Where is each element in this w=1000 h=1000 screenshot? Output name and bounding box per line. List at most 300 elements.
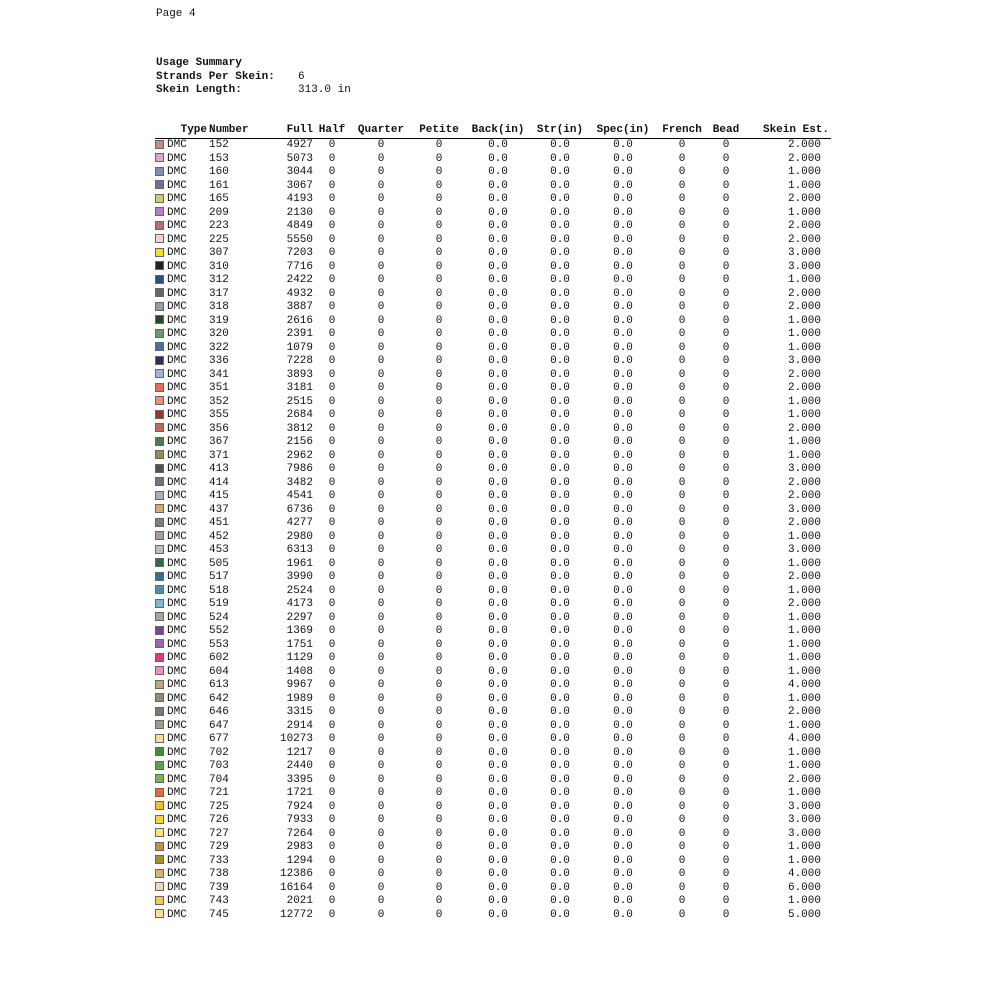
cell-spec: 0.0 (613, 260, 633, 273)
cell-full: 2515 (286, 395, 313, 408)
thread-type: DMC (167, 530, 187, 543)
cell-number: 733 (209, 854, 229, 867)
thread-type: DMC (167, 854, 187, 867)
cell-petite: 0 (435, 490, 443, 502)
color-swatch (155, 477, 164, 486)
table-row (155, 720, 831, 734)
cell-back: 0.0 (488, 368, 508, 381)
cell-spec: 0.0 (613, 679, 633, 691)
column-header-full: Full (257, 123, 313, 139)
cell-bead: 0 (722, 557, 730, 570)
cell-str: 0.0 (550, 382, 570, 394)
cell-half: 0 (328, 868, 336, 880)
cell-skein-est: 1.000 (787, 314, 821, 327)
cell-spec: 0.0 (613, 692, 633, 705)
cell-back: 0.0 (488, 476, 508, 489)
thread-type: DMC (167, 706, 187, 718)
cell-back: 0.0 (488, 530, 508, 543)
cell-type (155, 679, 207, 693)
cell-spec: 0.0 (613, 665, 633, 678)
cell-bead: 0 (722, 881, 730, 894)
cell-back: 0.0 (488, 571, 508, 583)
cell-number: 414 (209, 476, 229, 489)
cell-french: 0 (678, 827, 686, 840)
cell-petite: 0 (435, 409, 443, 421)
cell-number: 613 (209, 679, 229, 691)
cell-french: 0 (678, 476, 686, 489)
cell-str: 0.0 (550, 868, 570, 880)
cell-bead: 0 (722, 490, 730, 502)
cell-type (155, 180, 207, 194)
cell-full: 2156 (286, 436, 313, 448)
cell-number: 351 (209, 382, 229, 394)
cell-bead: 0 (722, 274, 730, 286)
table-row (155, 706, 831, 720)
cell-spec: 0.0 (613, 301, 633, 313)
cell-number: 745 (209, 908, 229, 921)
cell-number: 341 (209, 368, 229, 381)
cell-half: 0 (328, 274, 336, 286)
cell-half: 0 (328, 503, 336, 516)
color-swatch (155, 153, 164, 162)
cell-full: 3181 (286, 382, 313, 394)
cell-skein-est: 5.000 (787, 908, 821, 921)
cell-quarter: 0 (377, 544, 385, 556)
color-swatch (155, 315, 164, 324)
cell-type (155, 855, 207, 869)
color-swatch (155, 167, 164, 176)
table-row (155, 139, 831, 153)
cell-full: 1751 (286, 638, 313, 651)
cell-spec: 0.0 (613, 706, 633, 718)
cell-type (155, 436, 207, 450)
table-row (155, 288, 831, 302)
cell-bead: 0 (722, 368, 730, 381)
cell-quarter: 0 (377, 422, 385, 435)
cell-str: 0.0 (550, 476, 570, 489)
cell-skein-est: 1.000 (787, 530, 821, 543)
cell-skein-est: 2.000 (787, 382, 821, 394)
cell-str: 0.0 (550, 530, 570, 543)
cell-french: 0 (678, 220, 686, 232)
cell-bead: 0 (722, 530, 730, 543)
cell-back: 0.0 (488, 193, 508, 205)
cell-full: 3044 (286, 166, 313, 178)
table-row (155, 207, 831, 221)
cell-bead: 0 (722, 301, 730, 313)
cell-petite: 0 (435, 652, 443, 664)
table-row (155, 733, 831, 747)
thread-type: DMC (167, 341, 187, 354)
cell-str: 0.0 (550, 773, 570, 786)
cell-full: 1079 (286, 341, 313, 354)
cell-back: 0.0 (488, 422, 508, 435)
page-number-label: Page 4 (156, 8, 196, 20)
cell-spec: 0.0 (613, 746, 633, 759)
color-swatch (155, 464, 164, 473)
cell-skein-est: 2.000 (787, 490, 821, 502)
cell-skein-est: 2.000 (787, 220, 821, 232)
cell-full: 6313 (286, 544, 313, 556)
cell-spec: 0.0 (613, 517, 633, 529)
cell-type (155, 504, 207, 518)
cell-petite: 0 (435, 449, 443, 462)
cell-number: 604 (209, 665, 229, 678)
cell-number: 519 (209, 598, 229, 610)
cell-quarter: 0 (377, 274, 385, 286)
cell-spec: 0.0 (613, 476, 633, 489)
cell-skein-est: 3.000 (787, 260, 821, 273)
thread-type: DMC (167, 395, 187, 408)
cell-str: 0.0 (550, 665, 570, 678)
cell-french: 0 (678, 206, 686, 219)
cell-half: 0 (328, 652, 336, 664)
cell-back: 0.0 (488, 719, 508, 732)
cell-half: 0 (328, 814, 336, 826)
cell-petite: 0 (435, 422, 443, 435)
skein-length-label: Skein Length: (156, 84, 242, 96)
cell-french: 0 (678, 422, 686, 435)
cell-type (155, 639, 207, 653)
cell-bead: 0 (722, 854, 730, 867)
cell-number: 153 (209, 152, 229, 165)
cell-type (155, 571, 207, 585)
thread-type: DMC (167, 679, 187, 691)
cell-type (155, 234, 207, 248)
thread-type: DMC (167, 490, 187, 502)
column-header-back: Back(in) (467, 123, 529, 139)
cell-half: 0 (328, 544, 336, 556)
cell-back: 0.0 (488, 868, 508, 880)
cell-french: 0 (678, 773, 686, 786)
cell-spec: 0.0 (613, 598, 633, 610)
table-row (155, 693, 831, 707)
cell-quarter: 0 (377, 868, 385, 880)
cell-type (155, 868, 207, 882)
cell-number: 310 (209, 260, 229, 273)
color-swatch (155, 707, 164, 716)
cell-str: 0.0 (550, 409, 570, 421)
cell-spec: 0.0 (613, 166, 633, 178)
cell-half: 0 (328, 314, 336, 327)
cell-back: 0.0 (488, 679, 508, 691)
cell-quarter: 0 (377, 665, 385, 678)
cell-spec: 0.0 (613, 895, 633, 907)
cell-full: 2962 (286, 449, 313, 462)
cell-half: 0 (328, 841, 336, 853)
cell-str: 0.0 (550, 206, 570, 219)
cell-spec: 0.0 (613, 827, 633, 840)
cell-full: 1217 (286, 746, 313, 759)
cell-number: 453 (209, 544, 229, 556)
cell-back: 0.0 (488, 517, 508, 529)
table-row (155, 423, 831, 437)
cell-french: 0 (678, 395, 686, 408)
cell-spec: 0.0 (613, 395, 633, 408)
cell-skein-est: 1.000 (787, 341, 821, 354)
cell-half: 0 (328, 395, 336, 408)
cell-bead: 0 (722, 773, 730, 786)
cell-quarter: 0 (377, 503, 385, 516)
column-header-french: French (655, 123, 709, 139)
cell-spec: 0.0 (613, 152, 633, 165)
cell-spec: 0.0 (613, 625, 633, 637)
cell-bead: 0 (722, 233, 730, 246)
cell-type (155, 355, 207, 369)
color-swatch (155, 572, 164, 581)
cell-back: 0.0 (488, 854, 508, 867)
thread-type: DMC (167, 746, 187, 759)
cell-spec: 0.0 (613, 868, 633, 880)
cell-skein-est: 3.000 (787, 814, 821, 826)
cell-back: 0.0 (488, 341, 508, 354)
cell-bead: 0 (722, 382, 730, 394)
cell-spec: 0.0 (613, 368, 633, 381)
cell-bead: 0 (722, 665, 730, 678)
cell-back: 0.0 (488, 220, 508, 232)
cell-type (155, 288, 207, 302)
color-swatch (155, 369, 164, 378)
cell-type (155, 517, 207, 531)
cell-bead: 0 (722, 395, 730, 408)
thread-type: DMC (167, 827, 187, 840)
cell-petite: 0 (435, 274, 443, 286)
thread-type: DMC (167, 301, 187, 313)
cell-spec: 0.0 (613, 422, 633, 435)
cell-petite: 0 (435, 773, 443, 786)
cell-half: 0 (328, 220, 336, 232)
cell-str: 0.0 (550, 625, 570, 637)
cell-quarter: 0 (377, 760, 385, 772)
cell-french: 0 (678, 409, 686, 421)
cell-quarter: 0 (377, 287, 385, 300)
cell-bead: 0 (722, 638, 730, 651)
thread-type: DMC (167, 665, 187, 678)
cell-str: 0.0 (550, 760, 570, 772)
cell-quarter: 0 (377, 179, 385, 192)
cell-quarter: 0 (377, 611, 385, 624)
cell-spec: 0.0 (613, 139, 633, 151)
cell-half: 0 (328, 598, 336, 610)
cell-back: 0.0 (488, 301, 508, 313)
cell-back: 0.0 (488, 746, 508, 759)
color-swatch (155, 207, 164, 216)
cell-skein-est: 2.000 (787, 368, 821, 381)
cell-spec: 0.0 (613, 854, 633, 867)
cell-back: 0.0 (488, 598, 508, 610)
cell-number: 452 (209, 530, 229, 543)
cell-type (155, 652, 207, 666)
cell-skein-est: 1.000 (787, 395, 821, 408)
cell-half: 0 (328, 233, 336, 246)
color-swatch (155, 558, 164, 567)
cell-french: 0 (678, 382, 686, 394)
cell-quarter: 0 (377, 233, 385, 246)
cell-full: 7933 (286, 814, 313, 826)
thread-type: DMC (167, 800, 187, 813)
cell-petite: 0 (435, 517, 443, 529)
cell-quarter: 0 (377, 476, 385, 489)
color-swatch (155, 248, 164, 257)
cell-number: 160 (209, 166, 229, 178)
thread-type: DMC (167, 476, 187, 489)
cell-full: 7264 (286, 827, 313, 840)
cell-bead: 0 (722, 800, 730, 813)
cell-petite: 0 (435, 436, 443, 448)
color-swatch (155, 504, 164, 513)
cell-half: 0 (328, 517, 336, 529)
cell-bead: 0 (722, 287, 730, 300)
cell-str: 0.0 (550, 746, 570, 759)
cell-quarter: 0 (377, 908, 385, 921)
cell-skein-est: 6.000 (787, 881, 821, 894)
color-swatch (155, 423, 164, 432)
table-row (155, 531, 831, 545)
cell-full: 2983 (286, 841, 313, 853)
cell-half: 0 (328, 557, 336, 570)
cell-petite: 0 (435, 301, 443, 313)
color-swatch (155, 275, 164, 284)
cell-back: 0.0 (488, 233, 508, 246)
cell-bead: 0 (722, 517, 730, 529)
cell-bead: 0 (722, 409, 730, 421)
cell-french: 0 (678, 287, 686, 300)
cell-quarter: 0 (377, 193, 385, 205)
cell-bead: 0 (722, 247, 730, 259)
cell-half: 0 (328, 895, 336, 907)
cell-type (155, 598, 207, 612)
thread-type: DMC (167, 274, 187, 286)
cell-skein-est: 1.000 (787, 557, 821, 570)
cell-str: 0.0 (550, 152, 570, 165)
cell-full: 2980 (286, 530, 313, 543)
cell-str: 0.0 (550, 881, 570, 894)
cell-str: 0.0 (550, 800, 570, 813)
cell-french: 0 (678, 557, 686, 570)
cell-half: 0 (328, 382, 336, 394)
cell-bead: 0 (722, 679, 730, 691)
cell-type (155, 220, 207, 234)
color-swatch (155, 788, 164, 797)
table-row (155, 855, 831, 869)
cell-type (155, 139, 207, 153)
cell-full: 4277 (286, 517, 313, 529)
cell-str: 0.0 (550, 557, 570, 570)
cell-full: 4927 (286, 139, 313, 151)
cell-skein-est: 2.000 (787, 152, 821, 165)
color-swatch (155, 585, 164, 594)
cell-french: 0 (678, 193, 686, 205)
cell-spec: 0.0 (613, 233, 633, 246)
color-swatch (155, 815, 164, 824)
cell-petite: 0 (435, 193, 443, 205)
thread-type: DMC (167, 841, 187, 853)
usage-table-body (155, 139, 831, 923)
cell-number: 725 (209, 800, 229, 813)
cell-bead: 0 (722, 719, 730, 732)
cell-skein-est: 3.000 (787, 355, 821, 367)
cell-french: 0 (678, 908, 686, 921)
cell-bead: 0 (722, 746, 730, 759)
cell-spec: 0.0 (613, 490, 633, 502)
cell-number: 702 (209, 746, 229, 759)
cell-french: 0 (678, 544, 686, 556)
cell-type (155, 895, 207, 909)
skein-length-value: 313.0 in (298, 84, 351, 96)
cell-bead: 0 (722, 760, 730, 772)
cell-back: 0.0 (488, 409, 508, 421)
table-row (155, 787, 831, 801)
cell-back: 0.0 (488, 287, 508, 300)
cell-type (155, 841, 207, 855)
cell-spec: 0.0 (613, 341, 633, 354)
cell-bead: 0 (722, 827, 730, 840)
cell-french: 0 (678, 503, 686, 516)
table-row (155, 841, 831, 855)
cell-str: 0.0 (550, 733, 570, 745)
cell-number: 415 (209, 490, 229, 502)
cell-full: 9967 (286, 679, 313, 691)
color-swatch (155, 383, 164, 392)
cell-number: 553 (209, 638, 229, 651)
cell-half: 0 (328, 490, 336, 502)
table-row (155, 882, 831, 896)
color-swatch (155, 801, 164, 810)
cell-quarter: 0 (377, 409, 385, 421)
cell-back: 0.0 (488, 503, 508, 516)
cell-number: 152 (209, 139, 229, 151)
cell-full: 2914 (286, 719, 313, 732)
cell-petite: 0 (435, 665, 443, 678)
color-swatch (155, 626, 164, 635)
color-swatch (155, 761, 164, 770)
cell-spec: 0.0 (613, 760, 633, 772)
cell-str: 0.0 (550, 166, 570, 178)
cell-type (155, 207, 207, 221)
cell-quarter: 0 (377, 260, 385, 273)
cell-number: 642 (209, 692, 229, 705)
cell-str: 0.0 (550, 814, 570, 826)
cell-petite: 0 (435, 679, 443, 691)
cell-french: 0 (678, 638, 686, 651)
cell-french: 0 (678, 625, 686, 637)
cell-skein-est: 1.000 (787, 652, 821, 664)
cell-str: 0.0 (550, 436, 570, 448)
cell-type (155, 531, 207, 545)
cell-french: 0 (678, 436, 686, 448)
table-row (155, 382, 831, 396)
cell-quarter: 0 (377, 301, 385, 313)
cell-spec: 0.0 (613, 287, 633, 300)
cell-number: 355 (209, 409, 229, 421)
cell-skein-est: 2.000 (787, 422, 821, 435)
cell-str: 0.0 (550, 638, 570, 651)
cell-half: 0 (328, 611, 336, 624)
cell-full: 4849 (286, 220, 313, 232)
cell-petite: 0 (435, 638, 443, 651)
cell-back: 0.0 (488, 881, 508, 894)
cell-half: 0 (328, 409, 336, 421)
cell-number: 413 (209, 463, 229, 475)
cell-full: 2524 (286, 584, 313, 597)
table-row (155, 828, 831, 842)
cell-full: 2440 (286, 760, 313, 772)
cell-french: 0 (678, 463, 686, 475)
column-header-str: Str(in) (529, 123, 591, 139)
cell-back: 0.0 (488, 436, 508, 448)
cell-spec: 0.0 (613, 463, 633, 475)
table-row (155, 504, 831, 518)
